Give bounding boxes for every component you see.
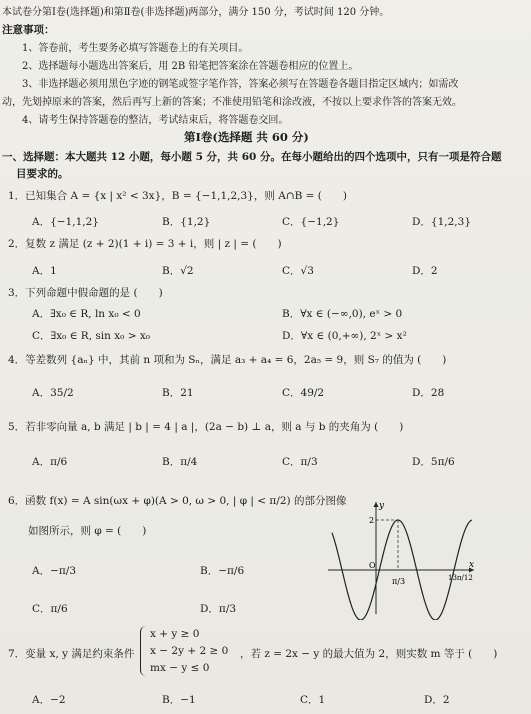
sine-graph-figure xyxy=(326,498,478,620)
y-axis-label: y xyxy=(379,501,385,511)
notice-3: 3、非选择题必须用黑色字迹的钢笔或签字笔作答，答案必须写在答题卷各题目指定区域内；如需改 xyxy=(22,79,459,90)
origin-label: O xyxy=(369,561,376,570)
notice-2: 2、选择题每小题选出答案后，用 2B 铅笔把答案涂在答题卷相应的位置上。 xyxy=(22,61,359,72)
question-5-option-a: A．π/6 xyxy=(32,456,68,468)
question-6-stem: 6．函数 f(x) = A sin(ωx + φ)(A > 0, ω > 0, | φ | < π/2) 的部分图像 xyxy=(8,495,347,507)
question-6-option-d: D．π/3 xyxy=(200,603,237,615)
constraint-2: x − 2y + 2 ≥ 0 xyxy=(150,645,229,657)
question-5-stem: 5．若非零向量 a, b 满足 | b | = 4 | a |，(2a − b) ⊥ a，则 a 与 b 的夹角为 ( ) xyxy=(8,421,404,433)
question-3-stem: 3．下列命题中假命题的是 ( ) xyxy=(8,287,163,299)
notice-1: 1、答卷前，考生要务必填写答题卷上的有关项目。 xyxy=(22,43,249,54)
question-1-option-c: C．{−1,2} xyxy=(282,216,340,228)
question-3-option-d: D．∀x ∈ (0,+∞), 2ˣ > x² xyxy=(282,330,407,342)
x-axis-label: x xyxy=(469,560,475,570)
question-2-option-c: C．√3 xyxy=(282,265,314,277)
question-4-option-b: B．21 xyxy=(162,387,194,399)
constraint-1: x + y ≥ 0 xyxy=(150,628,200,640)
y-axis-arrow-icon xyxy=(374,502,379,507)
question-5-option-c: C．π/3 xyxy=(282,456,318,468)
question-1-option-d: D．{1,2,3} xyxy=(412,216,471,228)
question-4-stem: 4．等差数列 {aₙ} 中，其前 n 项和为 Sₙ，满足 a₃ + a₄ = 6，2a₅ = 9，则 S₇ 的值为 ( ) xyxy=(8,354,447,366)
question-5-option-d: D．5π/6 xyxy=(412,456,455,468)
question-2-option-d: D．2 xyxy=(412,265,438,277)
notice-4: 4、请考生保持答题卷的整洁，考试结束后，将答题卷交回。 xyxy=(22,115,289,126)
question-7-stem-suffix: ，若 z = 2x − y 的最大值为 2，则实数 m 等于 ( ) xyxy=(240,648,498,660)
question-2-option-b: B．√2 xyxy=(162,265,194,277)
question-1-stem: 1．已知集合 A = {x | x² < 3x}，B = {−1,1,2,3}，则 A∩B = ( ) xyxy=(8,190,347,202)
question-6-stem2: 如图所示，则 φ = ( ) xyxy=(28,525,147,537)
exam-intro: 本试卷分第Ⅰ卷(选择题)和第Ⅱ卷(非选择题)两部分，满分 150 分，考试时间 120 分钟。 xyxy=(2,7,390,18)
question-6-option-c: C．π/6 xyxy=(32,603,68,615)
constraint-brace xyxy=(140,626,149,676)
question-3-option-a: A．∃x₀ ∈ R, ln x₀ < 0 xyxy=(32,308,141,320)
x-tick-13pi-over-12: 13π/12 xyxy=(448,574,473,582)
question-4-option-c: C．49/2 xyxy=(282,387,325,399)
constraint-3: mx − y ≤ 0 xyxy=(150,662,210,674)
section-title: 第Ⅰ卷(选择题 共 60 分) xyxy=(184,130,309,144)
question-5-option-b: B．π/4 xyxy=(162,456,198,468)
question-3-option-c: C．∃x₀ ∈ R, sin x₀ > x₀ xyxy=(32,330,150,342)
question-1-option-b: B．{1,2} xyxy=(162,216,211,228)
question-4-option-a: A．35/2 xyxy=(32,387,74,399)
question-4-option-d: D．28 xyxy=(412,387,445,399)
question-7-option-a: A．−2 xyxy=(32,694,66,706)
question-7-stem-prefix: 7．变量 x, y 满足约束条件 xyxy=(8,648,135,660)
question-7-option-c: C．1 xyxy=(300,694,326,706)
question-7-option-b: B．−1 xyxy=(162,694,196,706)
question-1-option-a: A．{−1,1,2} xyxy=(32,216,99,228)
question-6-option-b: B．−π/6 xyxy=(200,565,245,577)
question-6-option-a: A．−π/3 xyxy=(32,565,76,577)
part-intro-1: 一、选择题：本大题共 12 小题，每小题 5 分，共 60 分。在每小题给出的四个选项中，只有一项是符合题 xyxy=(2,151,502,163)
part-intro-2: 目要求的。 xyxy=(16,168,69,180)
question-3-option-b: B．∀x ∈ (−∞,0), eˣ > 0 xyxy=(282,308,403,320)
notice-3-cont: 动，先划掉原来的答案，然后再写上新的答案；不准使用铅笔和涂改液，不按以上要求作答的答案无效。 xyxy=(2,97,462,108)
question-2-stem: 2．复数 z 满足 (z + 2)(1 + i) = 3 + i，则 | z | = ( ) xyxy=(8,238,282,250)
peak-value-label: 2 xyxy=(369,516,375,525)
question-7-option-d: D．2 xyxy=(424,694,450,706)
x-tick-pi-over-3: π/3 xyxy=(392,577,406,586)
notice-title: 注意事项： xyxy=(2,24,55,36)
question-2-option-a: A．1 xyxy=(32,265,57,277)
